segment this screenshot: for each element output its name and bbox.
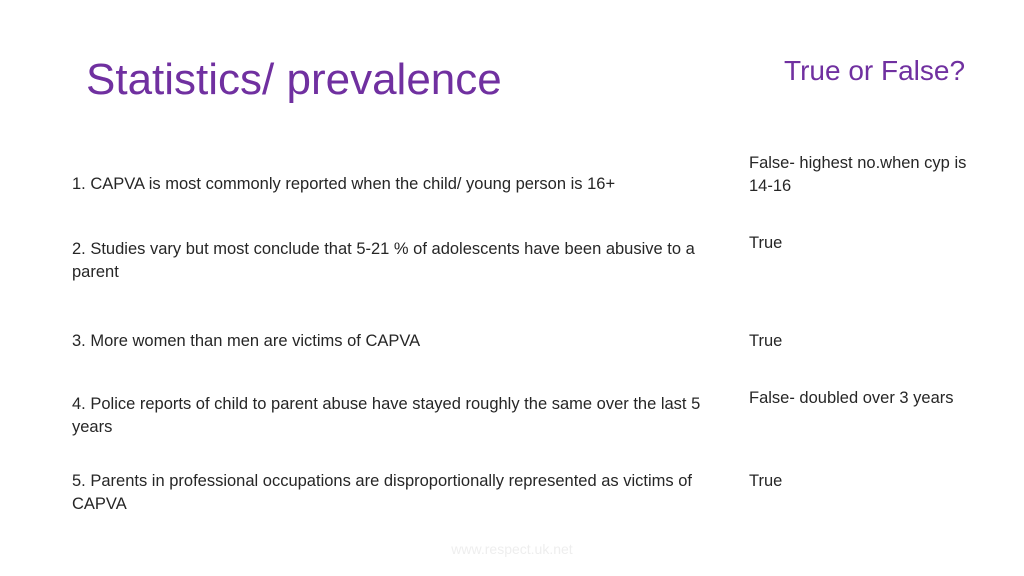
question-4: 4. Police reports of child to parent abuse have stayed roughly the same over the last 5 years [72,395,701,436]
footer-url: www.respect.uk.net [451,541,573,557]
slide-title: Statistics/ prevalence [86,55,502,104]
question-5: 5. Parents in professional occupations are disproportionally represented as victims of CAPVA [72,472,692,513]
answer-2: True [749,234,783,252]
slide-subtitle: True or False? [784,55,966,86]
answer-1: False- highest no.when cyp is 14-16 [749,154,967,195]
answer-3: True [749,332,783,350]
question-2: 2. Studies vary but most conclude that 5-21 % of adolescents have been abusive to a parent [72,240,695,281]
question-1: 1. CAPVA is most commonly reported when the child/ young person is 16+ [72,175,616,193]
answer-5: True [749,472,783,490]
question-3: 3. More women than men are victims of CAPVA [72,332,421,350]
answer-4: False- doubled over 3 years [749,389,954,407]
